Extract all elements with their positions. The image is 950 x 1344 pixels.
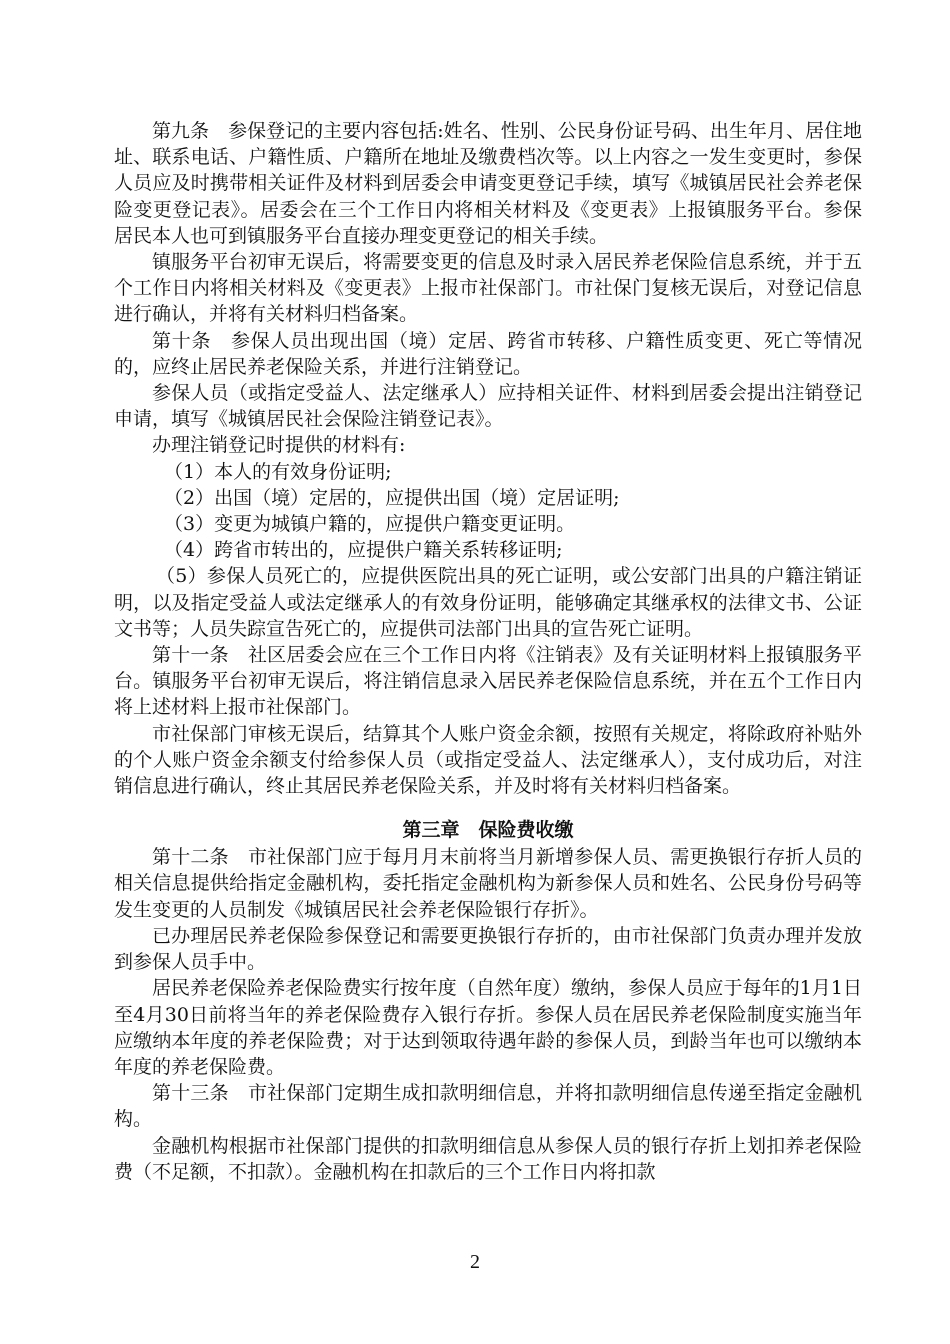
paragraph-cancel-application: 参保人员（或指定受益人、法定继承人）应持相关证件、材料到居委会提出注销登记申请，填写《城镇居民社会保险注销登记表》。 [114,382,862,431]
paragraph-article-11: 第十一条 社区居委会应在三个工作日内将《注销表》及有关证明材料上报镇服务平台。镇服务平台初审无误后，将注销信息录入居民养老保险信息系统，并在五个工作日内将上述材料上报市社保部门。 [114,644,862,719]
chapter-title: 第三章 保险费收缴 [402,819,574,842]
list-item: （1）本人的有效身份证明; [164,460,392,483]
paragraph-materials-intro: 办理注销登记时提供的材料有: [152,434,406,457]
paragraph-settlement: 市社保部门审核无误后，结算其个人账户资金余额，按照有关规定，将除政府补贴外的个人账户资金余额支付给参保人员（或指定受益人、法定继承人），支付成功后，对注销信息进行确认，终止其居民养老保险关系，并及时将有关材料归档备案。 [114,722,862,798]
paragraph-article-9: 第九条 参保登记的主要内容包括:姓名、性别、公民身份证号码、出生年月、居住地址、联系电话、户籍性质、户籍所在地址及缴费档次等。以上内容之一发生变更时，参保人员应及时携带相关证件及材料到居委会申请变更登记手续，填写《城镇居民社会养老保险变更登记表》。居委会在三个工作日内将相关材料及《变更表》上报镇服务平台。参保居民本人也可到镇服务平台直接办理变更登记的相关手续。 [114,120,862,247]
list-item: （4）跨省市转出的，应提供户籍关系转移证明; [164,539,563,562]
paragraph-annual-payment: 居民养老保险养老保险费实行按年度（自然年度）缴纳，参保人员应于每年的1月1日至4月30日前将当年的养老保险费存入银行存折。参保人员在居民养老保险制度实施当年应缴纳本年度的养老保险费；对于达到领取待遇年龄的参保人员，到龄当年也可以缴纳本年度的养老保险费。 [114,977,862,1078]
list-item: （2）出国（境）定居的，应提供出国（境）定居证明; [164,486,620,509]
list-item: （5）参保人员死亡的，应提供医院出具的死亡证明，或公安部门出具的户籍注销证明，以及指定受益人或法定继承人的有效身份证明，能够确定其继承权的法律文书、公证文书等；人员失踪宣告死亡的，应提供司法部门出具的宣告死亡证明。 [114,565,862,640]
paragraph-change-review: 镇服务平台初审无误后，将需要变更的信息及时录入居民养老保险信息系统，并于五个工作日内将相关材料及《变更表》上报市社保部门。市社保门复核无误后，对登记信息进行确认，并将有关材料归档备案。 [114,251,862,326]
paragraph-deduction: 金融机构根据市社保部门提供的扣款明细信息从参保人员的银行存折上划扣养老保险费（不足额，不扣款）。金融机构在扣款后的三个工作日内将扣款 [114,1134,862,1183]
paragraph-article-10: 第十条 参保人员出现出国（境）定居、跨省市转移、户籍性质变更、死亡等情况的，应终止居民养老保险关系，并进行注销登记。 [114,329,862,378]
document-body [114,118,862,1185]
page-number: 2 [470,1251,480,1273]
list-item: （3）变更为城镇户籍的，应提供户籍变更证明。 [164,513,576,536]
paragraph-article-13: 第十三条 市社保部门定期生成扣款明细信息，并将扣款明细信息传递至指定金融机构。 [114,1082,862,1131]
paragraph-passbook-issue: 已办理居民养老保险参保登记和需要更换银行存折的，由市社保部门负责办理并发放到参保人员手中。 [114,924,862,974]
paragraph-article-12: 第十二条 市社保部门应于每月月末前将当月新增参保人员、需更换银行存折人员的相关信息提供给指定金融机构，委托指定金融机构为新参保人员和姓名、公民身份号码等发生变更的人员制发《城镇居民社会养老保险银行存折》。 [114,846,862,921]
